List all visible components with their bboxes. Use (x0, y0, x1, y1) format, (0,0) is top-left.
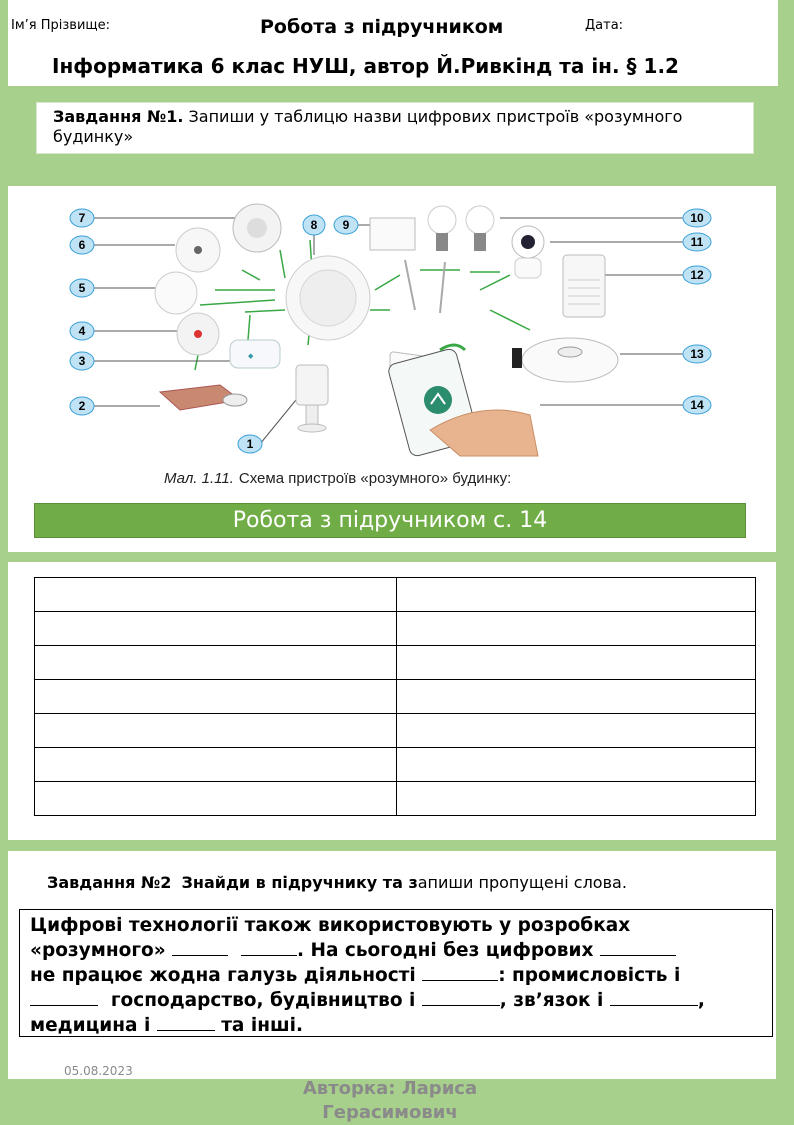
answer-table (34, 577, 756, 816)
callout-12 (683, 266, 711, 284)
page-subtitle: Інформатика 6 клас НУШ, автор Й.Ривкінд та ін. § 1.2 (52, 54, 679, 78)
date-label: Дата: (585, 18, 624, 33)
task1-number: Завдання №1. (53, 107, 184, 126)
table-cell[interactable] (397, 680, 756, 714)
blank-field[interactable] (172, 938, 228, 956)
task2-text: апиши пропущені слова. (417, 873, 627, 892)
svg-text:4: 4 (78, 324, 86, 338)
svg-text:12: 12 (690, 268, 704, 282)
callout-4 (70, 322, 94, 340)
callout-14 (683, 396, 711, 414)
svg-text:5: 5 (78, 281, 86, 295)
svg-text:13: 13 (690, 347, 704, 361)
svg-text:10: 10 (690, 211, 704, 225)
svg-text:8: 8 (310, 218, 318, 232)
callout-11 (683, 233, 711, 251)
devices (155, 204, 618, 457)
fill-line-1: Цифрові технології також використовують у розробках (30, 915, 631, 936)
svg-text:14: 14 (690, 398, 704, 412)
svg-text:7: 7 (78, 211, 86, 225)
table-cell[interactable] (35, 748, 397, 782)
callout-13 (683, 345, 711, 363)
callout-7 (70, 209, 94, 227)
fill-line-4: господарство, будівництво і , зв’язок і , (30, 988, 762, 1013)
task2-number: Завдання №2 (47, 873, 172, 892)
task1-text: Запиши у таблицю назви цифрових пристроїв «розумного будинку» (53, 107, 683, 146)
table-row (35, 748, 756, 782)
table-row (35, 680, 756, 714)
blank-field[interactable] (610, 988, 698, 1006)
callout-2 (70, 397, 94, 415)
smart-home-figure (60, 200, 730, 495)
blank-field[interactable] (422, 963, 498, 981)
task1-box (36, 102, 754, 154)
table-cell[interactable] (35, 578, 397, 612)
svg-text:9: 9 (342, 218, 350, 232)
callout-1 (238, 435, 262, 453)
callout-6 (70, 236, 94, 254)
blank-field[interactable] (30, 988, 98, 1006)
table-cell[interactable] (397, 612, 756, 646)
svg-text:◆: ◆ (248, 353, 254, 360)
page-title: Робота з підручником (260, 16, 504, 38)
table-row (35, 612, 756, 646)
callout-10 (683, 209, 711, 227)
callout-8 (303, 215, 325, 235)
fill-line-2: «розумного» . На сьогодні без цифрових (30, 938, 762, 963)
table-cell[interactable] (35, 646, 397, 680)
table-cell[interactable] (397, 646, 756, 680)
fill-in-box (19, 909, 773, 1037)
callout-5 (70, 279, 94, 297)
figure-caption: Мал. 1.11. Схема пристроїв «розумного» будинку: (164, 470, 512, 487)
name-label: Ім’я Прізвище: (11, 18, 111, 33)
blank-field[interactable] (157, 1013, 215, 1031)
callout-9 (334, 216, 358, 234)
table-cell[interactable] (397, 578, 756, 612)
footer-date: 05.08.2023 (64, 1064, 133, 1078)
table-row (35, 714, 756, 748)
fill-line-5: медицина і та інші. (30, 1015, 303, 1036)
table-cell[interactable] (397, 782, 756, 816)
table-cell[interactable] (35, 782, 397, 816)
table-row (35, 578, 756, 612)
blank-field[interactable] (422, 988, 500, 1006)
task2-heading (47, 873, 627, 893)
fill-line-3: не працює жодна галузь діяльності : промисловість і (30, 965, 681, 986)
callout-3 (70, 352, 94, 370)
table-cell[interactable] (35, 612, 397, 646)
table-row (35, 782, 756, 816)
table-cell[interactable] (35, 680, 397, 714)
svg-text:6: 6 (78, 238, 86, 252)
author-credit: Авторка: Лариса Герасимович (302, 1078, 478, 1123)
task2-bold-text: Знайди в підручнику та з (181, 873, 418, 892)
svg-text:1: 1 (246, 437, 254, 451)
svg-text:3: 3 (78, 354, 86, 368)
table-cell[interactable] (397, 748, 756, 782)
blank-field[interactable] (241, 938, 297, 956)
table-row (35, 646, 756, 680)
workbook-banner: Робота з підручником с. 14 (34, 503, 746, 538)
svg-text:11: 11 (690, 235, 704, 249)
blank-field[interactable] (600, 938, 676, 956)
table-cell[interactable] (397, 714, 756, 748)
svg-text:2: 2 (78, 399, 86, 413)
table-cell[interactable] (35, 714, 397, 748)
